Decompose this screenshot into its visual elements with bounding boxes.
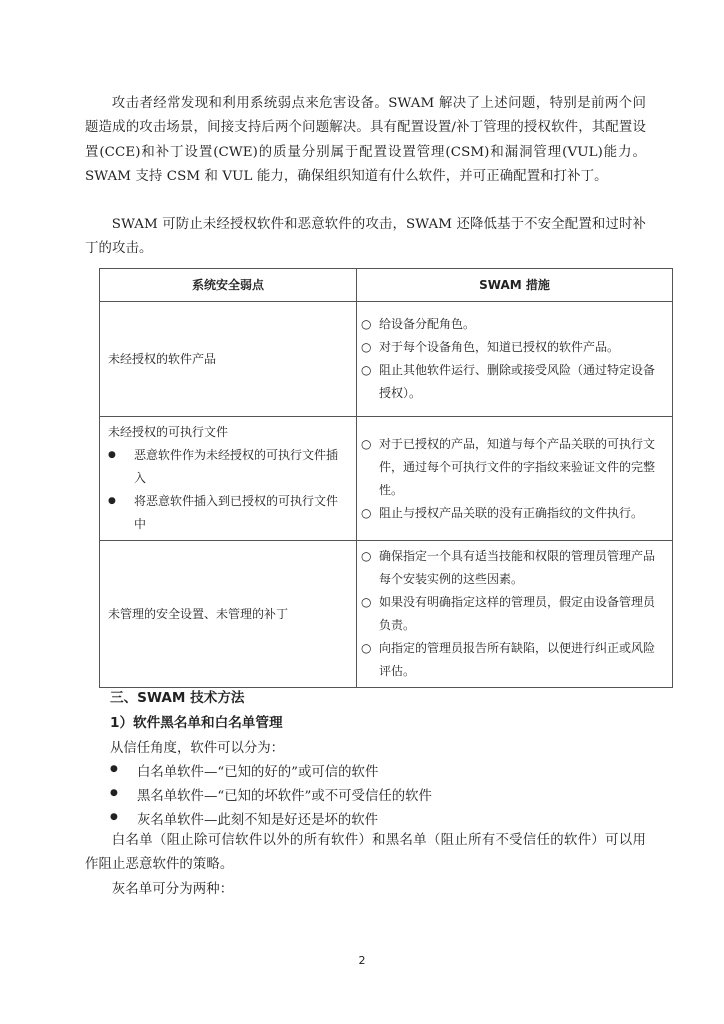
table-header-weakness: 系统安全弱点 (100, 269, 357, 302)
table-row (100, 302, 673, 417)
paragraph-whitelist-blacklist: 白名单（阻止除可信软件以外的所有软件）和黑名单（阻止所有不受信任的软件）可以用作阻止恶意软件的策略。 (85, 833, 646, 873)
measure-item: ○ 给设备分配角色。 (365, 313, 664, 336)
weakness-cell (100, 302, 357, 417)
table-header-row (100, 269, 673, 302)
list-item (110, 785, 432, 804)
subsection-heading: 1）软件黑名单和白名单管理 (110, 715, 283, 731)
bullet-icon: ● (110, 812, 118, 822)
weakness-text: 未管理的安全设置、未管理的补丁 (108, 606, 289, 621)
table-row (100, 541, 673, 688)
weakness-cell (100, 417, 357, 541)
weakness-text: 未经授权的软件产品 (108, 351, 217, 366)
list-item (110, 761, 378, 780)
weakness-bullet: ● 将恶意软件插入到已授权的可执行文件中 (108, 490, 348, 536)
measures-cell (357, 417, 673, 541)
section-heading: 三、SWAM 技术方法 (110, 690, 245, 706)
list-item (110, 809, 378, 828)
paragraph-greylist: 灰名单可分为两种： (111, 882, 234, 897)
measure-item: ○ 阻止其他软件运行、删除或接受风险（通过特定设备授权）。 (365, 359, 664, 405)
list-item-text: 灰名单软件—此刻不知是好还是坏的软件 (137, 813, 379, 828)
list-item-text: 黑名单软件—“已知的坏软件”或不可受信任的软件 (137, 789, 432, 804)
measure-item: ○ 阻止与授权产品关联的没有正确指纹的文件执行。 (365, 502, 664, 525)
measure-item: ○ 向指定的管理员报告所有缺陷，以便进行纠正或风险评估。 (365, 637, 664, 683)
list-item-text: 白名单软件—“已知的好的”或可信的软件 (137, 765, 379, 780)
measures-cell (357, 302, 673, 417)
security-weakness-table (99, 268, 673, 688)
weakness-cell (100, 541, 357, 688)
paragraph-swam-prevention: SWAM 可防止未经授权软件和恶意软件的攻击，SWAM 还降低基于不安全配置和过时补丁的攻击。 (85, 217, 646, 257)
trust-intro-line: 从信任角度，软件可以分为： (110, 741, 285, 756)
weakness-bullet: ● 恶意软件作为未经授权的可执行文件插入 (108, 444, 348, 490)
paragraph-attack-intro: 攻击者经常发现和利用系统弱点来危害设备。SWAM 解决了上述问题，特别是前两个问题造成的攻击场景，间接支持后两个问题解决。具有配置设置/补丁管理的授权软件，其配置设置(CCE)和补丁设置(CWE)的质量分别属于配置设置管理(CSM)和漏洞管理(VUL)能力。SWAM 支持 CSM 和 VUL 能力，确保组织知道有什么软件，并可正确配置和打补丁。 (85, 96, 646, 184)
measures-cell (357, 541, 673, 688)
table-row (100, 417, 673, 541)
measure-item: ○ 确保指定一个具有适当技能和权限的管理员管理产品每个安装实例的这些因素。 (365, 545, 664, 591)
measure-item: ○ 对于已授权的产品，知道与每个产品关联的可执行文件，通过每个可执行文件的字指纹来验证文件的完整性。 (365, 433, 664, 502)
table-header-swam-measures: SWAM 措施 (357, 269, 673, 302)
measure-item: ○ 对于每个设备角色，知道已授权的软件产品。 (365, 336, 664, 359)
page-number: 2 (358, 954, 366, 967)
bullet-icon: ● (110, 764, 118, 774)
measure-item: ○ 如果没有明确指定这样的管理员，假定由设备管理员负责。 (365, 591, 664, 637)
weakness-text: 未经授权的可执行文件 (108, 425, 229, 439)
bullet-icon: ● (110, 788, 118, 798)
